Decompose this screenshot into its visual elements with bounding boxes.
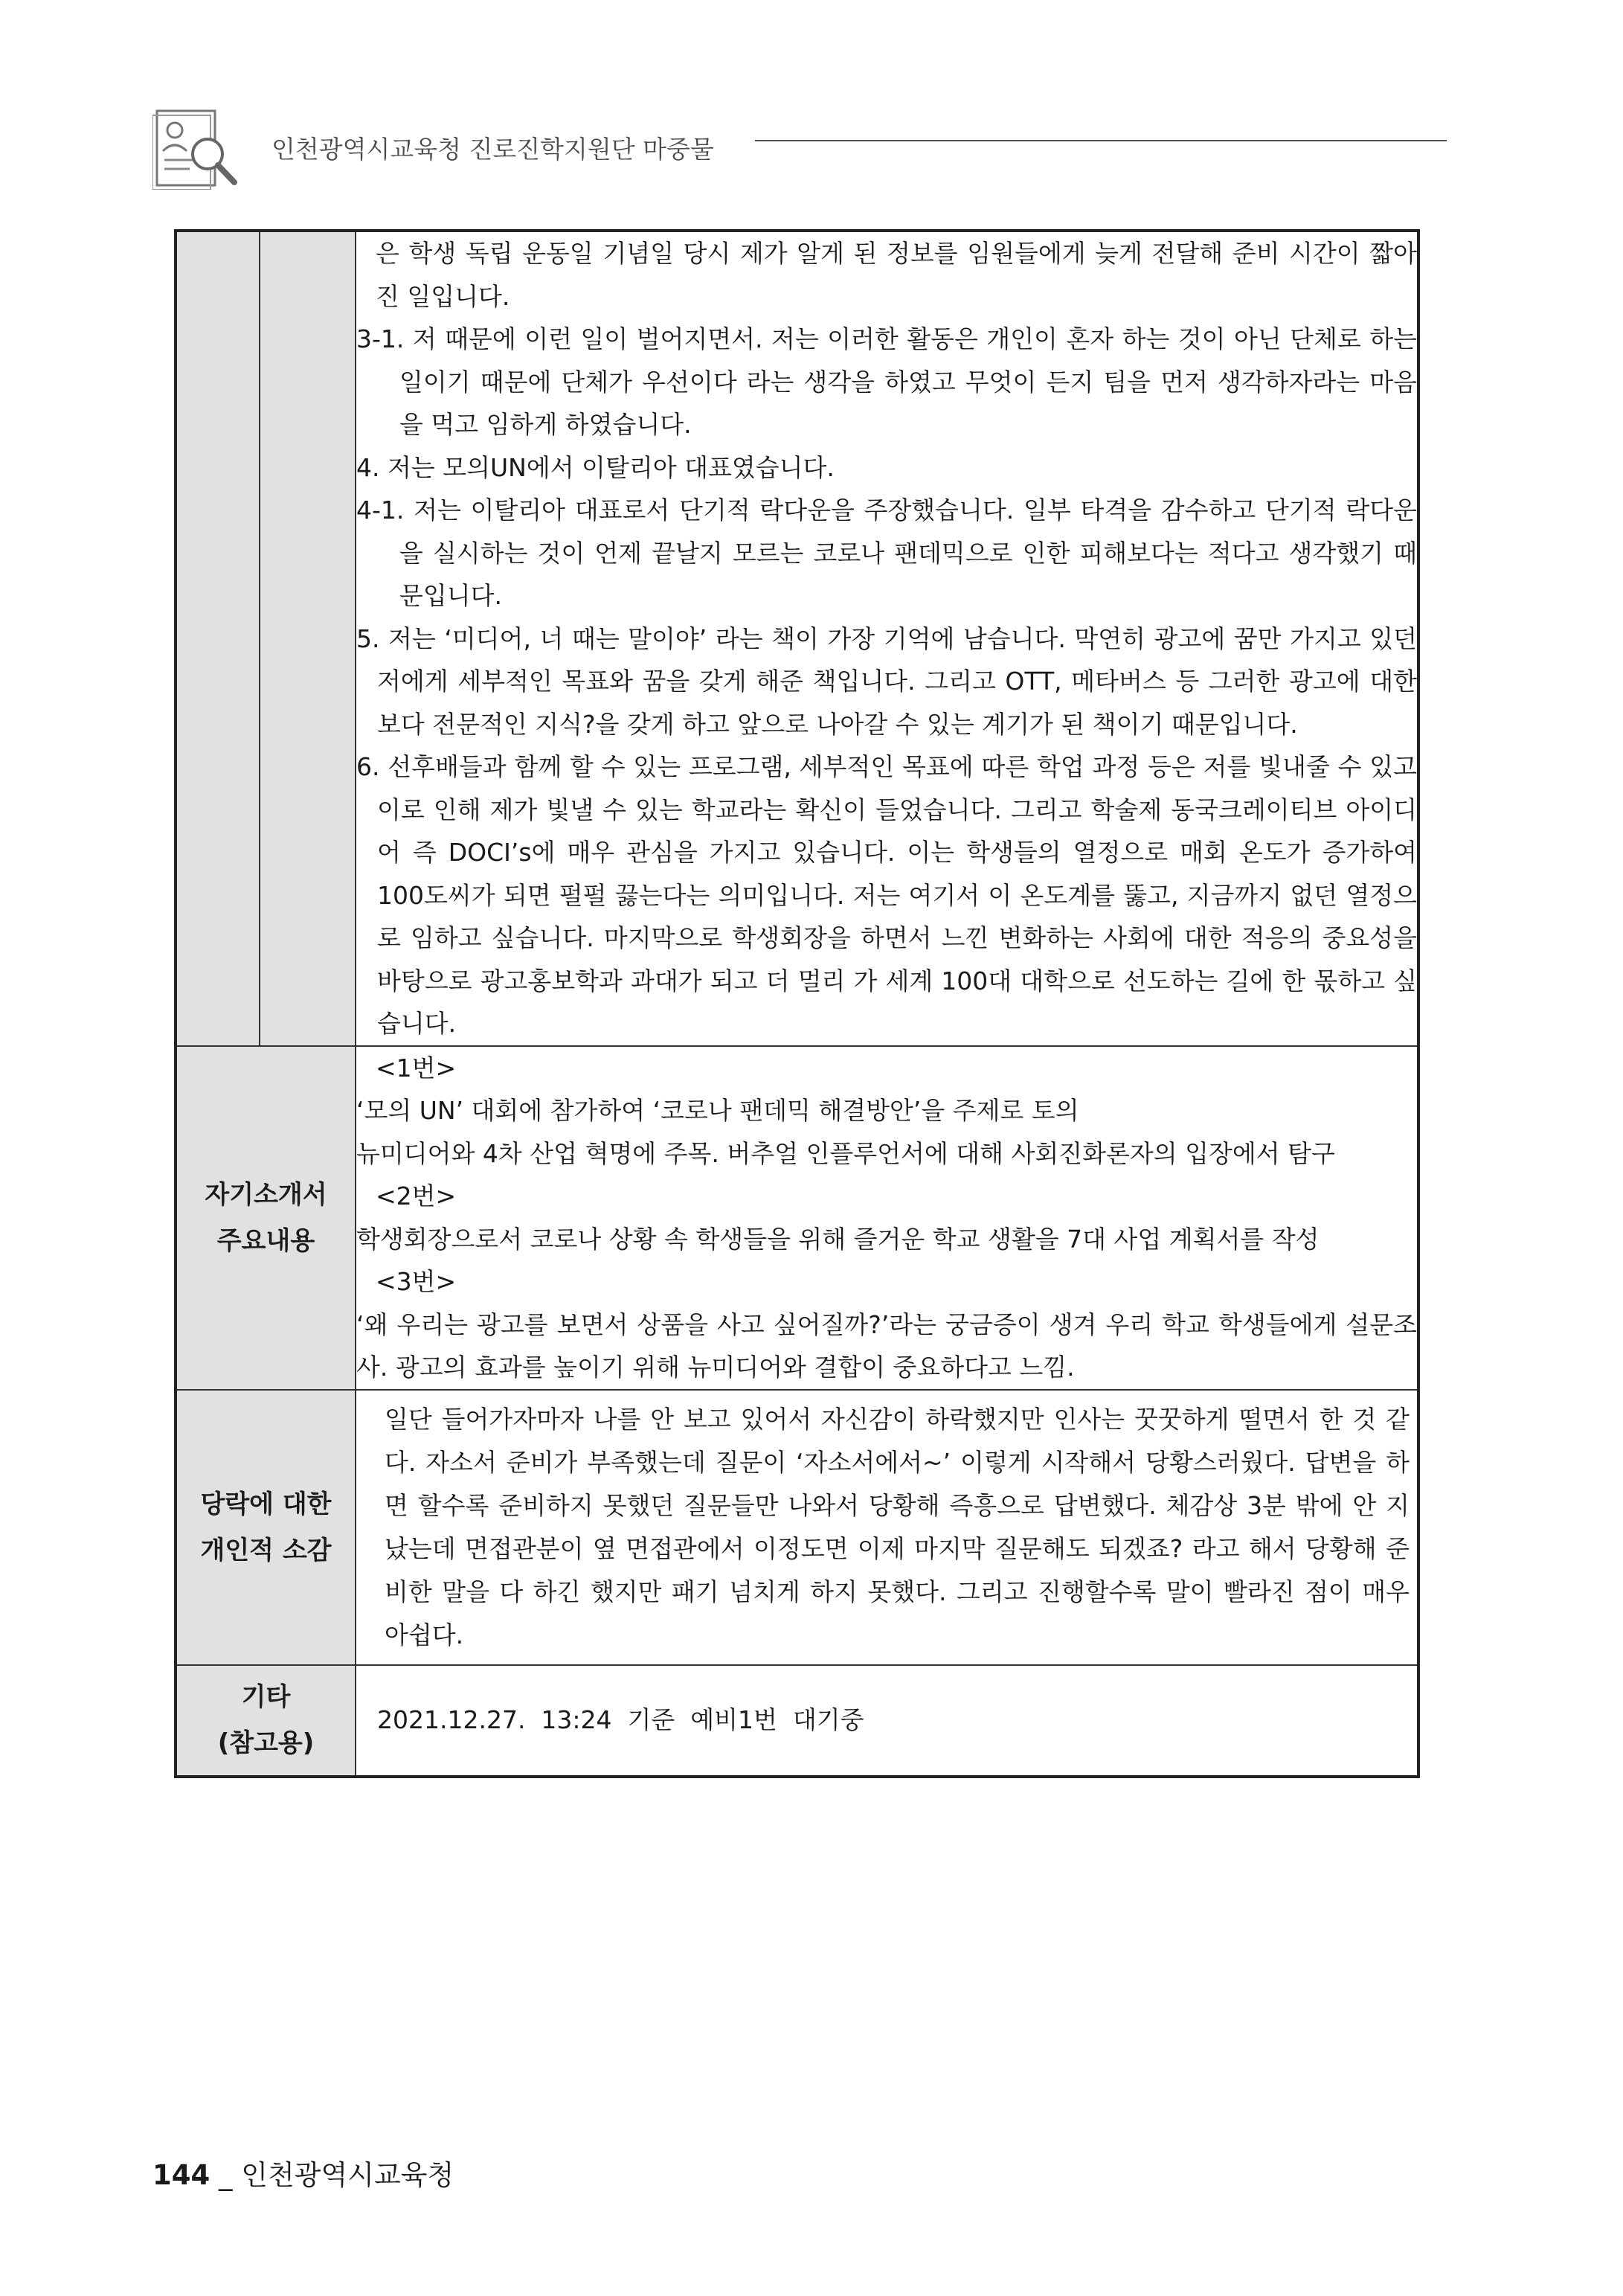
answers-label-cell-right — [260, 231, 356, 1046]
feeling-row — [176, 1390, 1418, 1665]
answer-4: 4. 저는 모의UN에서 이탈리아 대표였습니다. — [356, 452, 835, 482]
intro-heading-3: <3번> — [376, 1267, 457, 1296]
intro-label-line1: 자기소개서 — [205, 1179, 327, 1210]
feeling-label-line1: 당락에 대한 — [200, 1489, 332, 1519]
intro-heading-2: <2번> — [376, 1181, 457, 1210]
answers-content — [356, 231, 1418, 1046]
etc-label — [176, 1665, 356, 1777]
feeling-text: 일단 들어가자마자 나를 안 보고 있어서 자신감이 하락했지만 인사는 꿋꿋하게 떨면서 한 것 같다. 자소서 준비가 부족했는데 질문이 ‘자소서에서~’ 이렇게 시작해서 당황스러웠다. 답변을 하면 할수록 준비하지 못했던 질문들만 나와서 당황해 즉흥으로 답변했다. 체감상 3분 밖에 안 지났는데 면접관분이 옆 면접관에서 이정도면 이제 마지막 질문해도 되겠죠? 라고 해서 당황해 준비한 말을 다 하긴 했지만 패기 넘치게 하지 못했다. 그리고 진행할수록 말이 빨라진 점이 매우 아쉽다. — [385, 1404, 1410, 1649]
interview-record-table — [174, 229, 1420, 1778]
answer-3-1: 3-1. 저 때문에 이런 일이 벌어지면서. 저는 이러한 활동은 개인이 혼자 하는 것이 아닌 단체로 하는 일이기 때문에 단체가 우선이다 라는 생각을 하였고 무엇이 든지 팀을 먼저 생각하자라는 마음을 먹고 임하게 하였습니다. — [356, 324, 1417, 439]
answer-5: 5. 저는 ‘미디어, 너 때는 말이야’ 라는 책이 가장 기억에 남습니다. 막연히 광고에 꿈만 가지고 있던 저에게 세부적인 목표와 꿈을 갖게 해준 책입니다. 그리고 OTT, 메타버스 등 그러한 광고에 대한 보다 전문적인 지식?을 갖게 하고 앞으로 나아갈 수 있는 계기가 된 책이기 때문입니다. — [356, 623, 1417, 739]
intro-row — [176, 1046, 1418, 1390]
document-search-icon — [152, 108, 242, 190]
intro-line: 학생회장으로서 코로나 상황 속 학생들을 위해 즐거운 학교 생활을 7대 사업 계획서를 작성 — [356, 1224, 1320, 1254]
feeling-label — [176, 1390, 356, 1665]
intro-label — [176, 1046, 356, 1390]
intro-label-line2: 주요내용 — [216, 1225, 315, 1256]
page-header — [152, 108, 1447, 197]
etc-row — [176, 1665, 1418, 1777]
answers-label-cell-left — [176, 231, 260, 1046]
intro-line: 뉴미디어와 4차 산업 혁명에 주목. 버추얼 인플루언서에 대해 사회진화론자의 입장에서 탐구 — [356, 1138, 1335, 1168]
answer-4-1: 4-1. 저는 이탈리아 대표로서 단기적 락다운을 주장했습니다. 일부 타격을 감수하고 단기적 락다운을 실시하는 것이 언제 끝날지 모르는 코로나 팬데믹으로 인한 피해보다는 적다고 생각했기 때문입니다. — [356, 496, 1417, 610]
footer-publisher: _ 인천광역시교육청 — [210, 2159, 454, 2191]
intro-content — [356, 1046, 1418, 1390]
intro-line: ‘모의 UN’ 대회에 참가하여 ‘코로나 팬데믹 해결방안’을 주제로 토의 — [356, 1096, 1079, 1125]
answers-row — [176, 231, 1418, 1046]
feeling-content — [356, 1390, 1418, 1665]
header-rule — [755, 140, 1447, 141]
answer-6: 6. 선후배들과 함께 할 수 있는 프로그램, 세부적인 목표에 따른 학업 과정 등은 저를 빛내줄 수 있고 이로 인해 제가 빛낼 수 있는 학교라는 확신이 들었습니다. 그리고 학술제 동국크레이티브 아이디어 즉 DOCI’s에 매우 관심을 가지고 있습니다. 이는 학생들의 열정으로 매회 온도가 증가하여 100도씨가 되면 펄펄 끓는다는 의미입니다. 저는 여기서 이 온도계를 뚫고, 지금까지 없던 열정으로 임하고 싶습니다. 마지막으로 학생회장을 하면서 느낀 변화하는 사회에 대한 적응의 중요성을 바탕으로 광고홍보학과 과대가 되고 더 멀리 가 세계 100대 대학으로 선도하는 길에 한 몫하고 싶습니다. — [356, 752, 1417, 1038]
etc-label-line2: (참고용) — [217, 1728, 315, 1758]
etc-label-line1: 기타 — [241, 1682, 291, 1712]
page-number: 144 — [152, 2159, 210, 2191]
etc-content: 2021.12.27. 13:24 기준 예비1번 대기중 — [356, 1665, 1418, 1777]
intro-heading-1: <1번> — [376, 1053, 457, 1083]
intro-line: ‘왜 우리는 광고를 보면서 상품을 사고 싶어질까?’라는 궁금증이 생겨 우리 학교 학생들에게 설문조사. 광고의 효과를 높이기 위해 뉴미디어와 결합이 중요하다고 느낌. — [356, 1309, 1417, 1382]
page-footer — [152, 2152, 454, 2193]
feeling-label-line2: 개인적 소감 — [200, 1535, 332, 1565]
answer-3-tail: 은 학생 독립 운동일 기념일 당시 제가 알게 된 정보를 임원들에게 늦게 전달해 준비 시간이 짧아진 일입니다. — [376, 239, 1417, 311]
header-title: 인천광역시교육청 진로진학지원단 마중물 — [271, 135, 714, 164]
